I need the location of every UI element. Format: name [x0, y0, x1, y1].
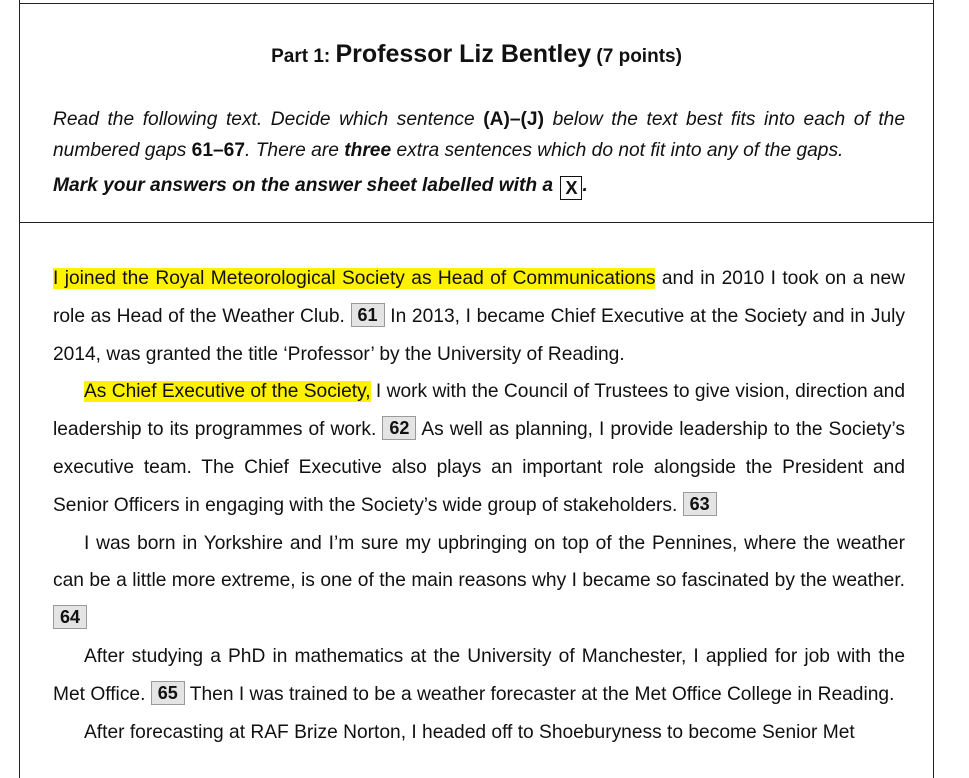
- part-points: (7 points): [596, 46, 682, 67]
- instructions: [53, 104, 905, 201]
- paragraph-text: After forecasting at RAF Brize Norton, I headed off to Shoeburyness to become Senior Met: [84, 721, 855, 743]
- reading-text: [53, 260, 905, 751]
- part-label: Part 1:: [271, 46, 331, 67]
- paragraph-text: In 2013, I became Chief Executive at the Society and in July 2014, was granted the title ‘Professor’ by the University of Reading.: [53, 305, 905, 365]
- paragraph-1: [53, 260, 905, 373]
- answer-sheet-text: Mark your answers on the answer sheet labelled with a: [53, 175, 554, 196]
- paragraph-text: and in 2010 I took on a new role as Head of the Weather Club.: [53, 268, 905, 327]
- instructions-text: below the text best fits into each of the numbered gaps: [53, 109, 905, 161]
- paragraph-4: [53, 638, 905, 714]
- paragraph-text: Then I was trained to be a weather forecaster at the Met Office College in Reading.: [184, 683, 895, 705]
- part-subject: Professor Liz Bentley: [335, 40, 592, 68]
- gap-62[interactable]: 62: [382, 416, 416, 440]
- instructions-text: . There are: [245, 140, 345, 161]
- part-title: [20, 40, 933, 69]
- gap-65[interactable]: 65: [151, 681, 185, 705]
- paragraph-3: [53, 525, 905, 638]
- paragraph-5: [53, 714, 905, 752]
- paragraph-text: After studying a PhD in mathematics at the University of Manchester, I applied for job with the Met Office.: [53, 645, 905, 705]
- paragraph-text: I was born in Yorkshire and I’m sure my upbringing on top of the Pennines, where the weather can be a little more extreme, is one of the main reasons why I became so fascinated by the weather.: [53, 532, 905, 592]
- gap-range: 61–67: [191, 140, 246, 161]
- highlighted-text: As Chief Executive of the Society,: [84, 381, 371, 403]
- instructions-text: Read the following text. Decide which sentence: [53, 109, 484, 130]
- highlighted-text: I joined the Royal Meteorological Society as Head of Communications: [53, 268, 656, 289]
- paragraph-text: As well as planning, I provide leadership to the Society’s executive team. The Chief Executive also plays an important role alongside the President and Senior Officers in engaging with the Society’s wide group of stakeholders.: [53, 419, 905, 516]
- section-divider: [20, 222, 933, 223]
- paragraph-text: I work with the Council of Trustees to give vision, direction and leadership to its programmes of work.: [53, 381, 905, 441]
- exam-page: [19, 0, 934, 778]
- x-box-icon: X: [560, 176, 582, 200]
- paragraph-2: [53, 373, 905, 524]
- top-divider: [20, 3, 933, 4]
- gap-63[interactable]: 63: [683, 492, 717, 516]
- sentence-range: (A)–(J): [483, 109, 544, 130]
- instructions-text: extra sentences which do not fit into any of the gaps.: [391, 140, 844, 161]
- extra-count: three: [344, 140, 392, 161]
- gap-64[interactable]: 64: [53, 605, 87, 629]
- gap-61[interactable]: 61: [351, 303, 385, 327]
- period: .: [582, 175, 588, 196]
- answer-sheet-instruction: [53, 170, 905, 201]
